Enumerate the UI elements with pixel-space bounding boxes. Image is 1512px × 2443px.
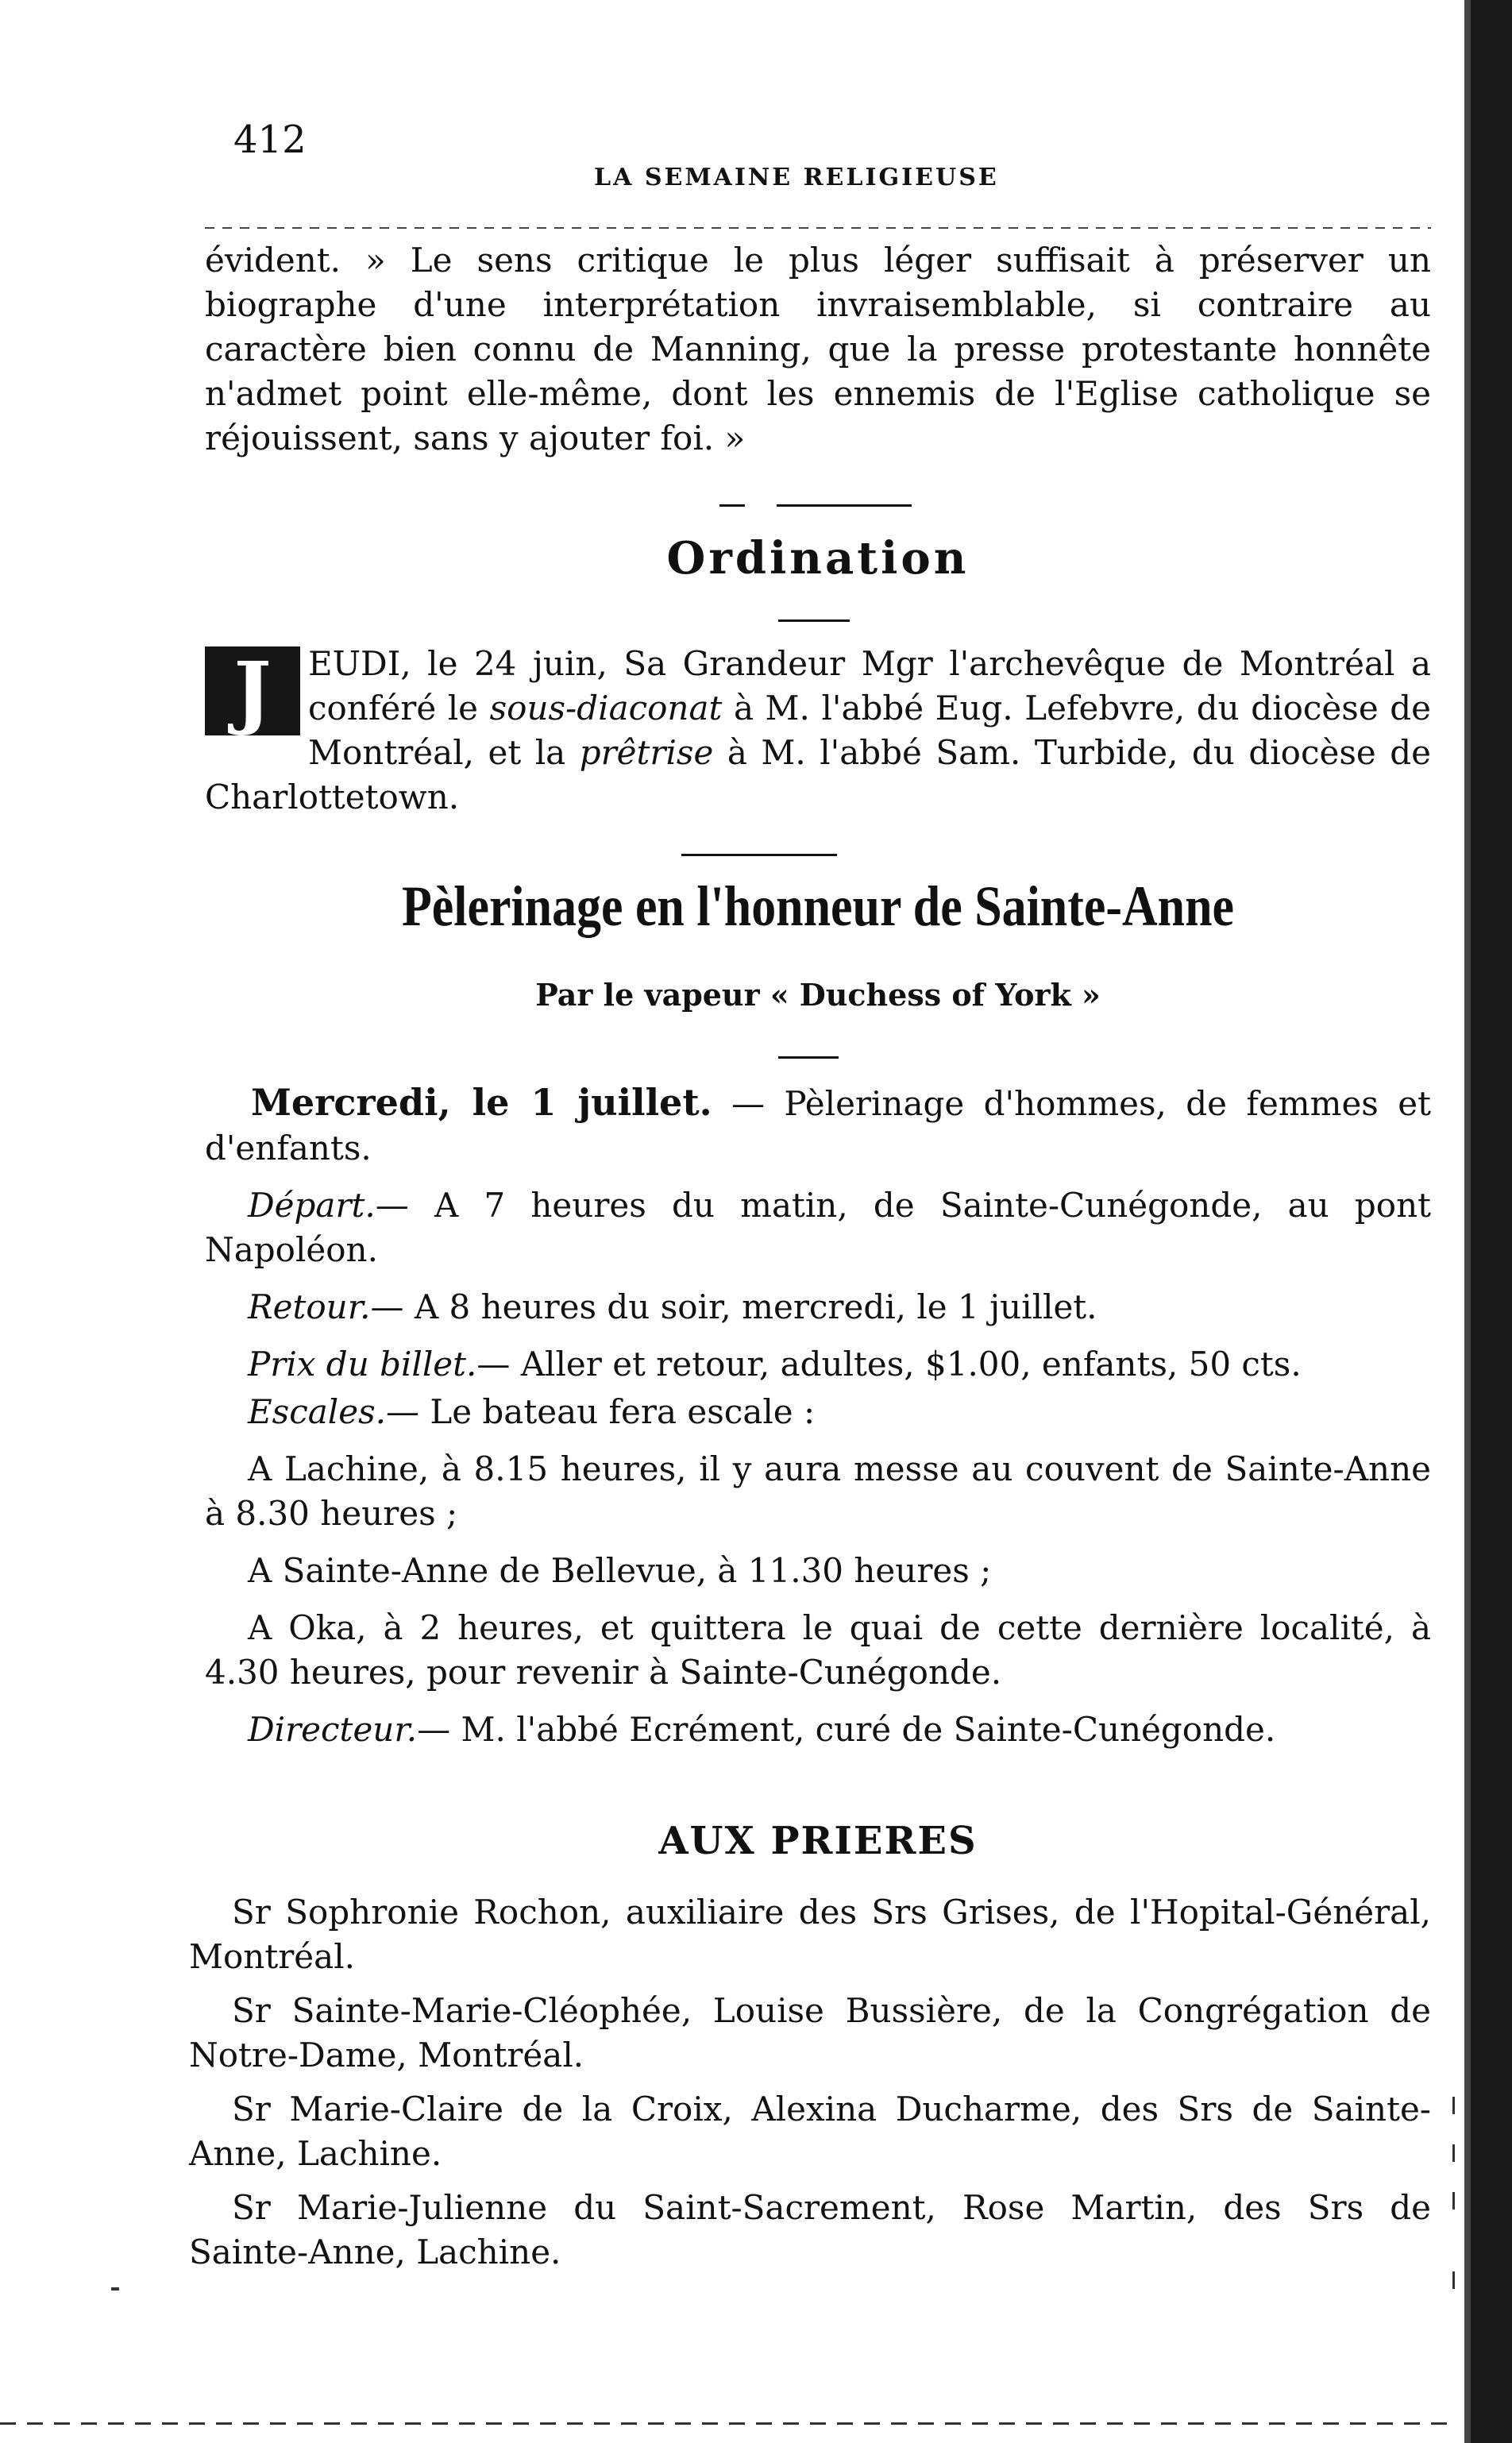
ordination-term: prêtrise	[579, 733, 714, 772]
section-rule	[778, 619, 850, 622]
stray-ink-mark	[111, 2287, 119, 2291]
pelerinage-details	[205, 1080, 1431, 1765]
margin-mark	[1452, 2097, 1455, 2114]
escales-label: Escales.	[248, 1392, 386, 1431]
prieres-list	[189, 1890, 1431, 2284]
pelerinage-date: Mercredi, le 1 juillet.	[251, 1081, 712, 1124]
prieres-item: Sr Sophronie Rochon, auxiliaire des Srs Grises, de l'Hopital-Général, Montréal.	[189, 1893, 1431, 1976]
prieres-item: Sr Marie-Claire de la Croix, Alexina Ducharme, des Srs de Sainte-Anne, Lachine.	[189, 2090, 1431, 2173]
page-edge-border	[1471, 0, 1512, 2443]
depart-line	[205, 1183, 1431, 1272]
bottom-dashed-rule	[0, 2422, 1453, 2425]
section-rule	[719, 504, 745, 507]
pelerinage-title: Pèlerinage en l'honneur de Sainte-Anne	[401, 874, 1235, 938]
prix-text: — Aller et retour, adultes, $1.00, enfants, 50 cts.	[476, 1345, 1302, 1384]
depart-label: Départ.	[248, 1186, 376, 1225]
stop-oka: A Oka, à 2 heures, et quittera le quai de cette dernière localité, à 4.30 heures, pour revenir à Sainte-Cunégonde.	[205, 1608, 1431, 1692]
margin-mark	[1452, 2192, 1455, 2210]
section-rule	[681, 854, 837, 856]
section-rule	[777, 504, 912, 507]
section-rule	[778, 1056, 839, 1059]
ordination-text: à M. l'abbé Eug. Lefebvre, du diocèse de Montréal, et la	[308, 689, 1431, 772]
pelerinage-lead-text: — Pèlerinage d'hommes, de femmes et d'enfants.	[205, 1084, 1431, 1167]
ordination-term: sous-diaconat	[489, 689, 723, 727]
stop-bellevue: A Sainte-Anne de Bellevue, à 11.30 heures ;	[248, 1551, 992, 1590]
page-header	[205, 111, 1431, 191]
header-rule	[205, 227, 1431, 229]
ordination-title: Ordination	[666, 532, 970, 585]
page-edge-shadow	[1464, 0, 1471, 2443]
ordination-text: EUDI, le 24 juin, Sa Grandeur Mgr l'archevêque de Montréal a conféré le	[308, 644, 1431, 727]
pelerinage-lead	[205, 1080, 1431, 1171]
retour-text: — A 8 heures du soir, mercredi, le 1 juillet.	[370, 1287, 1097, 1326]
prieres-title: AUX PRIERES	[658, 1819, 978, 1863]
directeur-line	[205, 1708, 1431, 1752]
ordination-text: à M. l'abbé Sam. Turbide, du diocèse de Charlottetown.	[205, 733, 1431, 816]
drop-cap: J	[205, 646, 300, 735]
page-content	[189, 111, 1431, 2271]
escales-text: — Le bateau fera escale :	[385, 1392, 816, 1431]
escales-line	[205, 1390, 1431, 1434]
ordination-paragraph	[205, 642, 1431, 820]
directeur-text: — M. l'abbé Ecrément, curé de Sainte-Cunégonde.	[417, 1710, 1276, 1749]
prieres-item: Sr Sainte-Marie-Cléophée, Louise Bussière, de la Congrégation de Notre-Dame, Montréal.	[189, 1991, 1431, 2074]
directeur-label: Directeur.	[248, 1710, 418, 1749]
margin-mark	[1452, 2144, 1455, 2162]
intro-paragraph: évident. » Le sens critique le plus léger suffisait à préserver un biographe d'une interprétation invraisemblable, si contraire au caractère bien connu de Manning, que la presse protestante honnête n'admet point elle-même, dont les ennemis de l'Eglise catholique se réjouissent, sans y ajouter foi. »	[205, 241, 1431, 457]
running-head: LA SEMAINE RELIGIEUSE	[594, 164, 999, 191]
prix-label: Prix du billet.	[248, 1345, 477, 1384]
retour-line	[205, 1285, 1431, 1330]
depart-text: — A 7 heures du matin, de Sainte-Cunégonde, au pont Napoléon.	[205, 1186, 1431, 1269]
stop-lachine: A Lachine, à 8.15 heures, il y aura messe au couvent de Sainte-Anne à 8.30 heures ;	[205, 1449, 1431, 1533]
prieres-item: Sr Marie-Julienne du Saint-Sacrement, Rose Martin, des Srs de Sainte-Anne, Lachine.	[189, 2188, 1431, 2271]
margin-mark	[1452, 2271, 1455, 2289]
page-number: 412	[233, 118, 307, 162]
prix-line	[205, 1342, 1431, 1387]
pelerinage-subtitle: Par le vapeur « Duchess of York »	[535, 977, 1101, 1013]
retour-label: Retour.	[248, 1287, 371, 1326]
